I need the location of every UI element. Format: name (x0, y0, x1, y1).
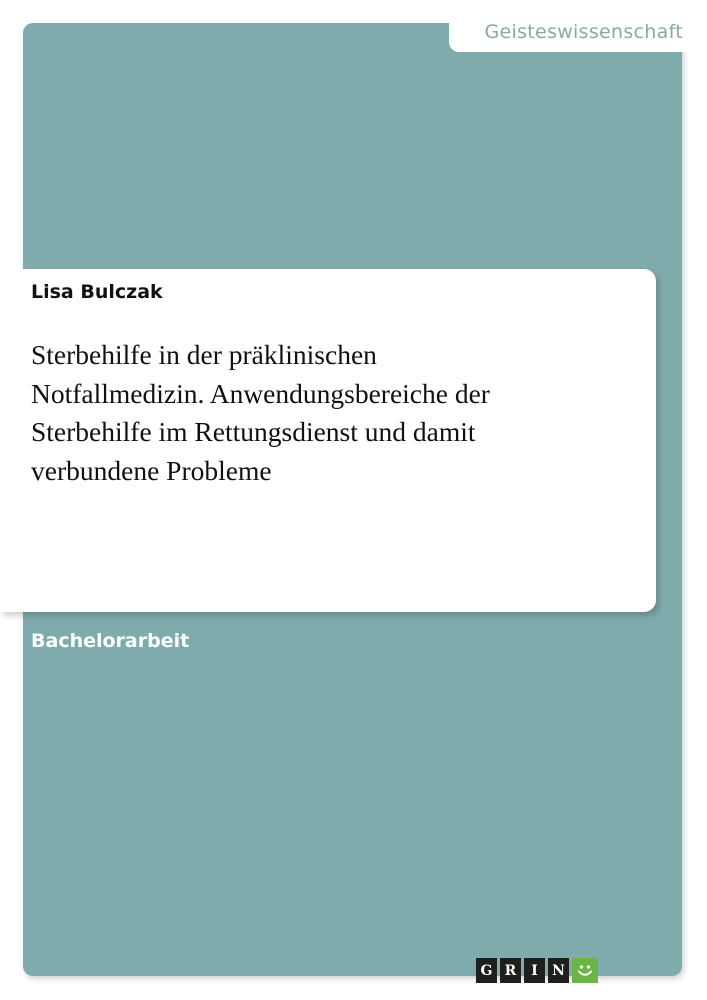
smile-icon (572, 958, 598, 983)
book-title (31, 336, 641, 490)
title-line: verbundene Probleme (31, 454, 272, 486)
category-label: Geisteswissenschaft (484, 21, 683, 43)
logo-letter: N (548, 958, 569, 983)
title-line: Sterbehilfe im Rettungsdienst und damit (31, 416, 476, 447)
logo-letter: G (476, 958, 497, 983)
title-line: Sterbehilfe in der präklinischen (31, 339, 377, 370)
author-name: Lisa Bulczak (31, 281, 163, 303)
logo-letter: I (524, 958, 545, 983)
publisher-logo (476, 958, 598, 983)
logo-letter: R (500, 958, 521, 983)
title-line: Notfallmedizin. Anwendungsbereiche der (31, 377, 490, 409)
document-type: Bachelorarbeit (31, 630, 190, 652)
